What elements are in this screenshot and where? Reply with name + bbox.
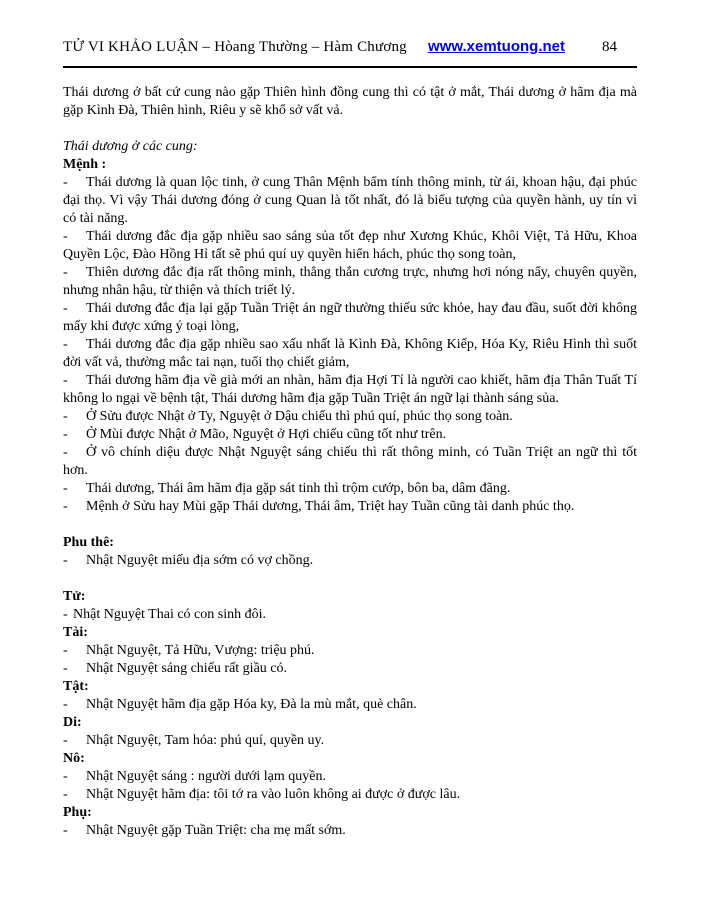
bullet-item	[63, 786, 637, 804]
bullet-item	[63, 660, 637, 678]
bullet-item	[63, 732, 637, 750]
bullet-dash: -	[63, 769, 68, 784]
section	[63, 714, 637, 750]
bullet-dash: -	[63, 823, 68, 838]
bullet-dash: -	[63, 265, 68, 280]
sections	[63, 156, 637, 840]
bullet-dash: -	[63, 337, 68, 352]
bullet-text: Nhật Nguyệt sáng chiếu rất giầu có.	[86, 661, 287, 676]
bullet-text: Ở vô chính diệu được Nhật Nguyệt sáng chiếu thì rất thông minh, có Tuần Triệt an ngữ thì tốt hơn.	[63, 445, 637, 478]
bullet-dash: -	[63, 697, 68, 712]
bullet-text: Nhật Nguyệt hãm địa: tôi tớ ra vào luôn không ai được ở được lâu.	[86, 787, 461, 802]
bullet-text: Thái dương đắc địa gặp nhiều sao xấu nhất là Kình Đà, Không Kiếp, Hóa Ky, Riêu Hình thì suốt đời vất vả, thường mắc tai nạn, tuổi thọ chiết giảm,	[63, 337, 637, 370]
bullet-item	[63, 408, 637, 426]
page-header	[63, 38, 637, 56]
section-heading: Phu thê:	[63, 535, 114, 550]
bullet-dash: -	[63, 175, 68, 190]
bullet-dash: -	[63, 445, 68, 460]
bullet-item	[63, 444, 637, 480]
bullet-dash: -	[63, 409, 68, 424]
bullet-dash: -	[63, 301, 68, 316]
section-heading: Phụ:	[63, 805, 92, 820]
website-link[interactable]: www.xemtuong.net	[428, 38, 565, 55]
bullet-item	[63, 498, 637, 516]
bullet-dash: -	[63, 733, 68, 748]
section	[63, 750, 637, 804]
bullet-item	[63, 480, 637, 498]
section	[63, 804, 637, 840]
bullet-dash: -	[63, 607, 68, 622]
bullet-dash: -	[63, 427, 68, 442]
bullet-text: Thái dương đắc địa lại gặp Tuần Triệt án ngữ thường thiếu sức khỏe, hay đau đầu, suốt đời không mấy khi được xứng ý toại lòng,	[63, 301, 637, 334]
intro-paragraph: Thái dương ở bất cứ cung nào gặp Thiên hình đồng cung thì có tật ở mắt, Thái dương ở hãm địa mà gặp Kình Đà, Thiên hình, Riêu y sẽ khổ sở vất vả.	[63, 85, 637, 118]
bullet-text: Mệnh ở Sửu hay Mùi gặp Thái dương, Thái âm, Triệt hay Tuần cũng tài danh phúc thọ.	[86, 499, 575, 514]
bullet-item	[63, 606, 637, 624]
page-number: 84	[602, 39, 617, 55]
section-heading: Nô:	[63, 751, 85, 766]
document-title: TỬ VI KHẢO LUẬN – Hòang Thường – Hàm Chương	[63, 39, 407, 55]
section	[63, 156, 637, 516]
bullet-text: Thái dương hãm địa về già mới an nhàn, hãm địa Hợi Tí là người cao khiết, hãm địa Thân Tuất Tí không lo ngại về bệnh tật, Thái dương hãm địa gặp Tuần Triệt án ngữ lại thành sáng sủa.	[63, 373, 637, 406]
bullet-text: Ở Mùi được Nhật ở Mão, Nguyệt ở Hợi chiếu cũng tốt như trên.	[86, 427, 447, 442]
bullet-item	[63, 696, 637, 714]
bullet-text: Thái dương đắc địa gặp nhiều sao sáng sủa tốt đẹp như Xương Khúc, Khôi Việt, Tả Hữu, Khoa Quyền Lộc, Đào Hồng Hỉ tất sẽ phú quí uy quyền hiển hách, phúc thọ song toàn,	[63, 229, 637, 262]
bullet-text: Thái dương là quan lộc tinh, ở cung Thân Mệnh bẩm tính thông minh, từ ái, khoan hậu, đại phúc đại thọ. Vì vậy Thái dương đóng ở cung Quan là tốt nhất, đó là biểu tượng của quyền hành, uy tín vì có tài năng.	[63, 175, 637, 226]
bullet-item	[63, 552, 637, 570]
bullet-dash: -	[63, 481, 68, 496]
bullet-item	[63, 642, 637, 660]
bullet-text: Nhật Nguyệt gặp Tuần Triệt: cha mẹ mất sớm.	[86, 823, 346, 838]
bullet-text: Ở Sửu được Nhật ở Ty, Nguyệt ở Dậu chiếu thì phú quí, phúc thọ song toàn.	[86, 409, 513, 424]
bullet-dash: -	[63, 373, 68, 388]
bullet-dash: -	[63, 229, 68, 244]
section-heading: Tử:	[63, 589, 86, 604]
bullet-item	[63, 768, 637, 786]
bullet-text: Nhật Nguyệt miếu địa sớm có vợ chồng.	[86, 553, 314, 568]
bullet-item	[63, 336, 637, 372]
section-heading: Tài:	[63, 625, 88, 640]
section-heading: Tật:	[63, 679, 89, 694]
bullet-text: Thiên dương đắc địa rất thông minh, thẳng thắn cương trực, nhưng hơi nóng nẩy, chuyên quyền, nhưng nhân hậu, từ thiện và thích triết lý.	[63, 265, 637, 298]
bullet-item	[63, 264, 637, 300]
header-rule	[63, 66, 637, 68]
bullet-text: Nhật Nguyệt sáng : người dưới lạm quyền.	[86, 769, 326, 784]
bullet-item	[63, 372, 637, 408]
section	[63, 588, 637, 624]
section	[63, 678, 637, 714]
bullet-item	[63, 174, 637, 228]
bullet-text: Nhật Nguyệt hãm địa gặp Hóa ky, Đà la mù mắt, què chân.	[86, 697, 417, 712]
section-heading: Di:	[63, 715, 82, 730]
bullet-item	[63, 300, 637, 336]
bullet-text: Thái dương, Thái âm hãm địa gặp sát tinh thì trộm cướp, bôn ba, dâm đãng.	[86, 481, 511, 496]
bullet-dash: -	[63, 643, 68, 658]
bullet-text: Nhật Nguyệt, Tam hóa: phú quí, quyền uy.	[86, 733, 325, 748]
section	[63, 534, 637, 570]
bullet-dash: -	[63, 499, 68, 514]
bullet-text: Nhật Nguyệt, Tả Hữu, Vượng: triệu phú.	[86, 643, 315, 658]
bullet-text: Nhật Nguyệt Thai có con sinh đôi.	[73, 607, 266, 622]
bullet-item	[63, 426, 637, 444]
section	[63, 624, 637, 678]
bullet-item	[63, 228, 637, 264]
bullet-dash: -	[63, 553, 68, 568]
bullet-dash: -	[63, 661, 68, 676]
section-heading: Mệnh :	[63, 157, 107, 172]
bullet-item	[63, 822, 637, 840]
bullet-dash: -	[63, 787, 68, 802]
section-subtitle: Thái dương ở các cung:	[63, 139, 198, 154]
